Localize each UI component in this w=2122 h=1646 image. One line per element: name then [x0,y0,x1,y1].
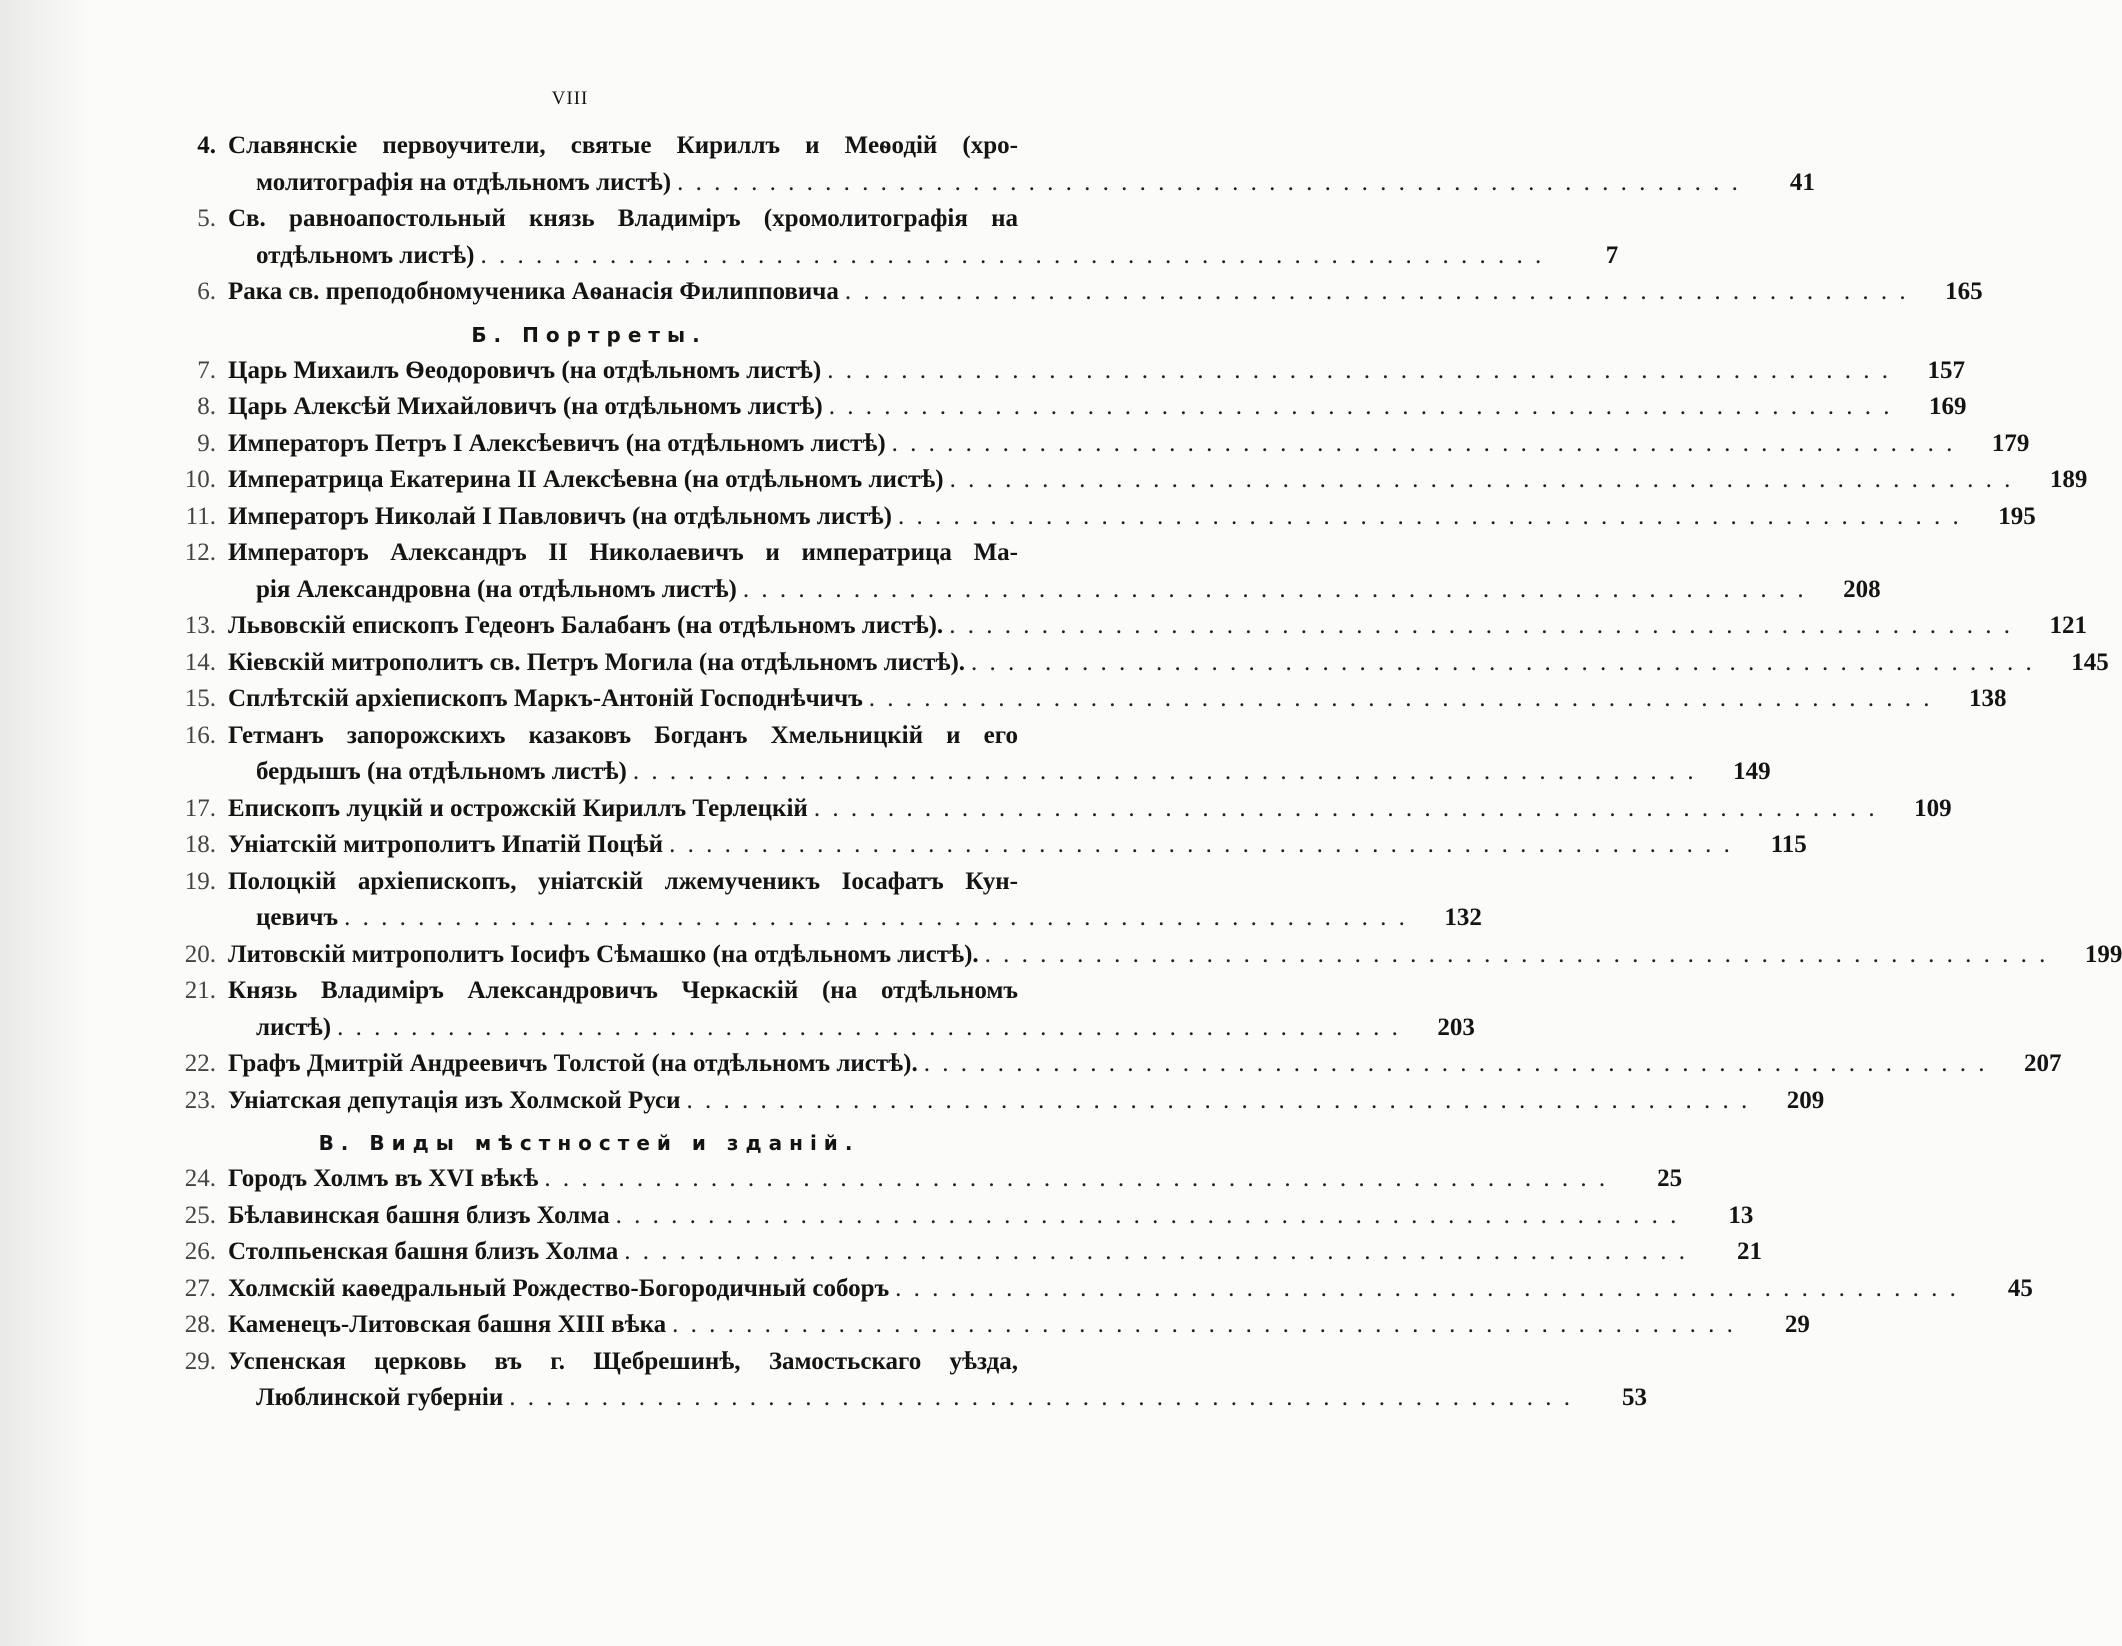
entry-page: 207 [2023,1050,2062,1077]
toc-entry [160,718,1771,791]
entry-page: 203 [1437,1013,1475,1041]
entry-line [160,165,1815,202]
entry-line [160,1234,1763,1271]
entry-page: 115 [1770,831,1807,858]
toc-entry [160,128,1815,201]
entry-page: 189 [2049,466,2088,493]
page-number: VIII [551,88,589,109]
entry-number: 14. [184,648,216,676]
entry-title: Гетманъ запорожскихъ казаковъ Богданъ Хмельницкій и его [228,721,1018,749]
entry-number: 23. [184,1086,216,1114]
entry-line [160,499,2036,536]
entry-title: Уніатскій митрополитъ Ипатій Поцѣй [228,831,664,858]
entry-title: рія Александровна (на отдѣльномъ листѣ) [256,575,737,603]
dot-leader: . . . . . . . . . . . . . . . . . . . . . . . . . . . . . . . . . . . . . . . . . . . . . . . . . . . . . . . . . . [480,241,1545,269]
toc-entry [160,1198,1754,1235]
dot-leader: . . . . . . . . . . . . . . . . . . . . . . . . . . . . . . . . . . . . . . . . . . . . . . . . . . . . . . . . . . [672,1311,1736,1338]
toc-entry [160,937,2122,974]
entry-line [160,128,1018,165]
entry-number: 8. [197,393,216,420]
toc-entry [160,1083,1825,1120]
dot-leader: . . . . . . . . . . . . . . . . . . . . . . . . . . . . . . . . . . . . . . . . . . . . . . . . . . . . . . . . . . [897,502,1962,530]
toc-entry [160,499,2036,536]
entry-page: 45 [2007,1274,2033,1302]
entry-line [160,864,1018,901]
entry-line [160,353,1965,390]
entry-line [160,718,1018,755]
entry-page: 145 [2071,648,2109,676]
dot-leader: . . . . . . . . . . . . . . . . . . . . . . . . . . . . . . . . . . . . . . . . . . . . . . . . . . . . . . . . . . [344,904,1408,931]
entry-title: Царь Алексѣй Михайловичъ (на отдѣльномъ листѣ) [228,393,823,420]
entry-number: 17. [184,794,216,822]
entry-number: 12. [184,539,216,566]
toc-entry [160,1046,2062,1083]
toc-entry [160,462,2088,499]
entry-page: 209 [1786,1086,1825,1114]
entry-line [160,1046,2062,1083]
entry-title: цевичъ [256,904,339,931]
entry-line [160,973,1018,1010]
dot-leader: . . . . . . . . . . . . . . . . . . . . . . . . . . . . . . . . . . . . . . . . . . . . . . . . . . . . . . . . . . [984,940,2049,968]
dot-leader: . . . . . . . . . . . . . . . . . . . . . . . . . . . . . . . . . . . . . . . . . . . . . . . . . . . . . . . . . . [677,168,1741,196]
entry-number: 7. [197,356,216,384]
toc-entry [160,608,2087,645]
toc-entry [160,864,1482,937]
entry-title: Сплѣтскій архіепископъ Маркъ-Антоній Господнѣчичъ [228,685,863,712]
entry-page: 7 [1605,241,1619,269]
entry-title: Львовскій епископъ Гедеонъ Балабанъ (на отдѣльномъ листѣ). [228,612,944,639]
entry-number: 5. [197,205,216,232]
entry-number: 28. [184,1311,216,1338]
entry-line [160,389,1967,426]
toc-entry [160,389,1967,426]
entry-title: молитографія на отдѣльномъ листѣ) [256,168,672,196]
toc-entry [160,645,2109,682]
entry-number: 18. [184,831,216,858]
dot-leader: . . . . . . . . . . . . . . . . . . . . . . . . . . . . . . . . . . . . . . . . . . . . . . . . . . . . . . . . . . [891,429,1956,457]
entry-number: 21. [184,977,216,1004]
entry-title: Бѣлавинская башня близъ Холма [228,1201,610,1229]
entry-title: Уніатская депутація изъ Холмской Руси [228,1086,681,1114]
dot-leader: . . . . . . . . . . . . . . . . . . . . . . . . . . . . . . . . . . . . . . . . . . . . . . . . . . . . . . . . . . [868,685,1933,712]
dot-leader: . . . . . . . . . . . . . . . . . . . . . . . . . . . . . . . . . . . . . . . . . . . . . . . . . . . . . . . . . . [337,1013,1401,1041]
entry-line [160,1380,1647,1417]
entry-page: 25 [1657,1165,1683,1192]
toc-entry [160,681,2007,718]
toc-entry [160,201,1619,274]
entry-title: Рака св. преподобномученика Аѳанасія Филипповича [228,278,839,305]
dot-leader: . . . . . . . . . . . . . . . . . . . . . . . . . . . . . . . . . . . . . . . . . . . . . . . . . . . . . . . . . . [615,1201,1680,1229]
entry-page: 121 [2049,612,2087,639]
entry-line [160,1271,2033,1308]
dot-leader: . . . . . . . . . . . . . . . . . . . . . . . . . . . . . . . . . . . . . . . . . . . . . . . . . . . . . . . . . . [509,1384,1573,1411]
entry-line [160,462,2088,499]
entry-page: 199 [2084,940,2122,968]
toc-entry [160,827,1807,864]
entry-number: 29. [184,1347,216,1375]
entry-title: Императоръ Николай I Павловичъ (на отдѣльномъ листѣ) [228,502,892,530]
entry-line [160,827,1807,864]
toc-entry [160,274,1983,311]
entry-line [160,1344,1018,1381]
entry-number: 13. [184,612,216,639]
dot-leader: . . . . . . . . . . . . . . . . . . . . . . . . . . . . . . . . . . . . . . . . . . . . . . . . . . . . . . . . . . [813,794,1878,822]
entry-page: 109 [1914,794,1952,822]
toc-entry [160,1161,1683,1198]
entry-page: 132 [1444,904,1482,931]
entry-line [160,1307,1810,1344]
dot-leader: . . . . . . . . . . . . . . . . . . . . . . . . . . . . . . . . . . . . . . . . . . . . . . . . . . . . . . . . . . [742,575,1807,603]
entry-line [160,1010,1475,1047]
toc-entry [160,1234,1763,1271]
entry-page: 53 [1621,1384,1647,1411]
entry-line [160,535,1018,572]
entry-number: 25. [184,1201,216,1229]
entry-title: Императоръ Александръ II Николаевичъ и императрица Ма- [228,539,1018,566]
entry-number: 15. [184,685,216,712]
entry-number: 11. [185,502,216,530]
entry-title: Императрица Екатерина II Алексѣевна (на отдѣльномъ листѣ) [228,466,944,493]
entry-line [160,645,2109,682]
entry-title: Кіевскій митрополитъ св. Петръ Могила (на отдѣльномъ листѣ). [228,648,966,676]
entry-line [160,1083,1825,1120]
entry-title: Царь Михаилъ Ѳеодоровичъ (на отдѣльномъ листѣ) [228,356,822,384]
dot-leader: . . . . . . . . . . . . . . . . . . . . . . . . . . . . . . . . . . . . . . . . . . . . . . . . . . . . . . . . . . [669,831,1733,858]
toc-entry [160,353,1965,390]
entry-title: Славянскіе первоучители, святые Кириллъ и Меѳодій (хро- [228,132,1018,159]
entry-page: 195 [1998,502,2036,530]
entry-page: 29 [1784,1311,1810,1338]
entry-title: Графъ Дмитрій Андреевичъ Толстой (на отдѣльномъ листѣ). [228,1050,918,1077]
entry-line [160,572,1881,609]
entry-page: 179 [1991,429,2030,457]
entry-page: 149 [1733,758,1771,785]
scan-edge-shadow [0,0,90,1646]
entry-page: 169 [1929,393,1967,420]
section-heading: Б. Портреты. [471,322,707,347]
entry-title: Литовскій митрополитъ Іосифъ Сѣмашко (на отдѣльномъ листѣ). [228,940,979,968]
entry-title: Св. равноапостольный князь Владиміръ (хромолитографія на [228,205,1018,232]
entry-title: Успенская церковь въ г. Щебрешинѣ, Замостьскаго уѣзда, [228,1347,1018,1375]
entry-line [160,1198,1754,1235]
entry-title: Столпьенская башня близъ Холма [228,1238,619,1265]
entry-number: 6. [197,278,216,305]
entry-title: листѣ) [256,1013,332,1041]
toc-entry [160,535,1881,608]
entry-line [160,608,2087,645]
dot-leader: . . . . . . . . . . . . . . . . . . . . . . . . . . . . . . . . . . . . . . . . . . . . . . . . . . . . . . . . . . [632,758,1697,785]
dot-leader: . . . . . . . . . . . . . . . . . . . . . . . . . . . . . . . . . . . . . . . . . . . . . . . . . . . . . . . . . . [844,278,1909,305]
entry-number: 24. [184,1165,216,1192]
entry-number: 10. [184,466,216,493]
toc-entry [160,973,1475,1046]
dot-leader: . . . . . . . . . . . . . . . . . . . . . . . . . . . . . . . . . . . . . . . . . . . . . . . . . . . . . . . . . . [686,1086,1751,1114]
entry-line [160,274,1983,311]
dot-leader: . . . . . . . . . . . . . . . . . . . . . . . . . . . . . . . . . . . . . . . . . . . . . . . . . . . . . . . . . . [923,1050,1988,1077]
entry-title: бердышъ (на отдѣльномъ листѣ) [256,758,627,785]
entry-line [160,681,2007,718]
entry-number: 26. [184,1238,216,1265]
entry-title: Епископъ луцкій и острожскій Кириллъ Терлецкій [228,794,808,822]
entry-line [160,900,1482,937]
entry-number: 22. [184,1050,216,1077]
toc-entry [160,426,2030,463]
entry-title: Холмскій каѳедральный Рождество-Богородичный соборъ [228,1274,890,1302]
entry-page: 165 [1945,278,1983,305]
entry-number: 4. [197,132,216,159]
entry-page: 208 [1843,575,1881,603]
entry-page: 21 [1737,1238,1763,1265]
entry-number: 27. [184,1274,216,1302]
entry-title: Императоръ Петръ I Алексѣевичъ (на отдѣльномъ листѣ) [228,429,886,457]
entry-page: 138 [1969,685,2007,712]
toc-entry [160,1307,1810,1344]
entry-line [160,426,2030,463]
dot-leader: . . . . . . . . . . . . . . . . . . . . . . . . . . . . . . . . . . . . . . . . . . . . . . . . . . . . . . . . . . [828,393,1893,420]
entry-title: Люблинской губерніи [256,1384,504,1411]
toc-entry [160,791,1952,828]
entry-line [160,791,1952,828]
entry-page: 13 [1728,1201,1754,1229]
toc-entry [160,1344,1647,1417]
dot-leader: . . . . . . . . . . . . . . . . . . . . . . . . . . . . . . . . . . . . . . . . . . . . . . . . . . . . . . . . . . [544,1165,1609,1192]
entry-number: 19. [184,867,216,895]
entry-title: Каменецъ-Литовская башня XIII вѣка [228,1311,667,1338]
dot-leader: . . . . . . . . . . . . . . . . . . . . . . . . . . . . . . . . . . . . . . . . . . . . . . . . . . . . . . . . . . [949,612,2013,639]
entry-line [160,238,1619,275]
entry-page: 41 [1789,168,1815,196]
entry-line [160,1161,1683,1198]
entry-line [160,937,2122,974]
entry-title: Полоцкій архіепископъ, уніатскій лжемученикъ Іосафатъ Кун- [228,867,1018,895]
entry-title: отдѣльномъ листѣ) [256,241,475,269]
table-of-illustrations [160,128,2122,1417]
entry-line [160,201,1018,238]
entry-line [160,754,1771,791]
entry-page: 157 [1927,356,1965,384]
dot-leader: . . . . . . . . . . . . . . . . . . . . . . . . . . . . . . . . . . . . . . . . . . . . . . . . . . . . . . . . . . [624,1238,1689,1265]
dot-leader: . . . . . . . . . . . . . . . . . . . . . . . . . . . . . . . . . . . . . . . . . . . . . . . . . . . . . . . . . . [827,356,1891,384]
section-heading: В. Виды мѣстностей и зданій. [318,1131,860,1155]
entry-title: Городъ Холмъ въ XVI вѣкѣ [228,1165,539,1192]
entry-number: 20. [184,940,216,968]
dot-leader: . . . . . . . . . . . . . . . . . . . . . . . . . . . . . . . . . . . . . . . . . . . . . . . . . . . . . . . . . . [971,648,2035,676]
dot-leader: . . . . . . . . . . . . . . . . . . . . . . . . . . . . . . . . . . . . . . . . . . . . . . . . . . . . . . . . . . [949,466,2014,493]
entry-title: Князь Владиміръ Александровичъ Черкаскій (на отдѣльномъ [228,977,1018,1004]
dot-leader: . . . . . . . . . . . . . . . . . . . . . . . . . . . . . . . . . . . . . . . . . . . . . . . . . . . . . . . . . . [895,1274,1959,1302]
entry-number: 16. [184,721,216,749]
entry-number: 9. [197,429,216,457]
toc-entry [160,1271,2033,1308]
